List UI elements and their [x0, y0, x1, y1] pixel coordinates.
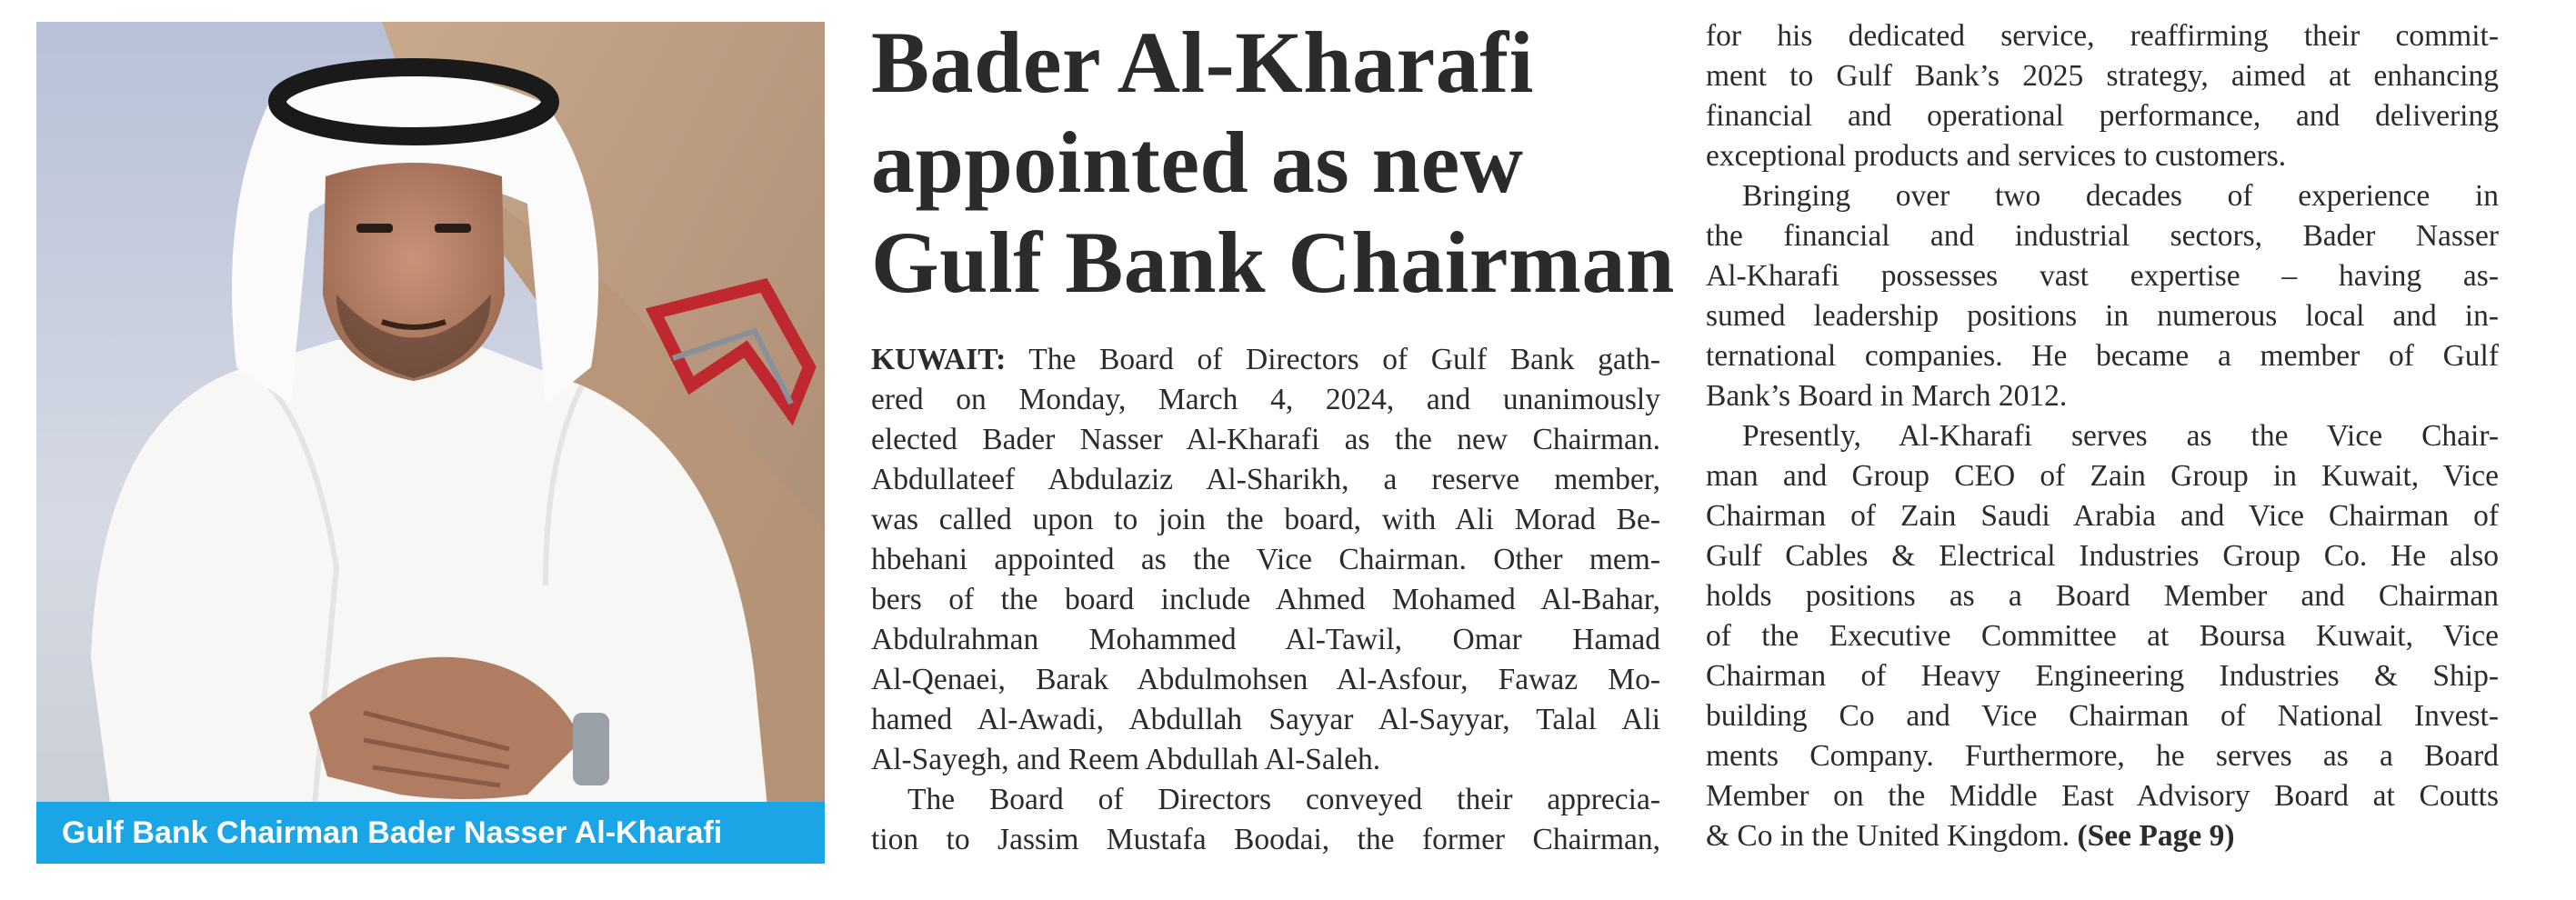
article-line: man and Group CEO of Zain Group in Kuwait, Vice: [1706, 459, 2499, 493]
article-line: Member on the Middle East Advisory Board at Coutts: [1706, 779, 2499, 813]
article-line: the financial and industrial sectors, Bader Nasser: [1706, 219, 2499, 253]
headline-line: appointed as new: [871, 114, 1524, 211]
article-line: Bringing over two decades of experience in: [1742, 179, 2499, 213]
article-line: Chairman of Heavy Engineering Industries & Ship-: [1706, 659, 2499, 693]
article-line: Al-Qenaei, Barak Abdulmohsen Al-Asfour, Fawaz Mo-: [871, 663, 1660, 696]
article-line-text: The Board of Directors of Gulf Bank gath-: [1006, 343, 1660, 376]
article-line: bers of the board include Ahmed Mohamed Al-Bahar,: [871, 583, 1660, 616]
article-line: ments Company. Furthermore, he serves as a Board: [1706, 739, 2499, 773]
article-line: [871, 340, 1660, 380]
headline-line: Bader Al-Kharafi: [871, 14, 1534, 111]
photo-caption: Gulf Bank Chairman Bader Nasser Al-Kharafi: [36, 802, 825, 864]
article-line: Al-Sayegh, and Reem Abdullah Al-Saleh.: [871, 743, 1381, 776]
article-line: building Co and Vice Chairman of National Invest-: [1706, 699, 2499, 733]
article-line: Abdulrahman Mohammed Al-Tawil, Omar Hamad: [871, 623, 1660, 656]
article-line: Al-Kharafi possesses vast expertise – having as-: [1706, 259, 2499, 293]
article-line: elected Bader Nasser Al-Kharafi as the new Chairman.: [871, 423, 1660, 456]
article-line: exceptional products and services to customers.: [1706, 139, 2287, 173]
article-line: of the Executive Committee at Boursa Kuwait, Vice: [1706, 619, 2499, 653]
article-line: was called upon to join the board, with Ali Morad Be-: [871, 503, 1660, 536]
chairman-portrait-illustration: [36, 22, 825, 864]
article-line: ment to Gulf Bank’s 2025 strategy, aimed at enhancing: [1706, 59, 2499, 93]
article-line: ternational companies. He became a member of Gulf: [1706, 339, 2499, 373]
headline-line: Gulf Bank Chairman: [871, 214, 1675, 311]
dateline: KUWAIT:: [871, 343, 1007, 376]
article-line-text: & Co in the United Kingdom.: [1706, 819, 2078, 853]
article-line: tion to Jassim Mustafa Boodai, the former Chairman,: [871, 823, 1660, 856]
chairman-photo: [36, 22, 825, 864]
article-line: hbehani appointed as the Vice Chairman. Other mem-: [871, 543, 1660, 576]
article-line: for his dedicated service, reaffirming their commit-: [1706, 19, 2499, 53]
article-line: Gulf Cables & Electrical Industries Group Co. He also: [1706, 539, 2499, 573]
headline: [871, 13, 1675, 313]
article-line: Presently, Al-Kharafi serves as the Vice Chair-: [1742, 419, 2499, 453]
article-line: hamed Al-Awadi, Abdullah Sayyar Al-Sayyar, Talal Ali: [871, 703, 1660, 736]
article-line: Chairman of Zain Saudi Arabia and Vice Chairman of: [1706, 499, 2499, 533]
article-line: The Board of Directors conveyed their apprecia-: [907, 783, 1660, 816]
article-line: Bank’s Board in March 2012.: [1706, 379, 2068, 413]
article-line: holds positions as a Board Member and Chairman: [1706, 579, 2499, 613]
article-line: ered on Monday, March 4, 2024, and unanimously: [871, 383, 1660, 416]
article-column-2: [1706, 16, 2499, 856]
article-column-1: [871, 340, 1660, 860]
article-line: financial and operational performance, and delivering: [1706, 99, 2499, 133]
see-page-link[interactable]: (See Page 9): [2077, 819, 2235, 853]
article-line: sumed leadership positions in numerous local and in-: [1706, 299, 2499, 333]
article-line: Abdullateef Abdulaziz Al-Sharikh, a reserve member,: [871, 463, 1660, 496]
article-line: [1706, 816, 2499, 856]
